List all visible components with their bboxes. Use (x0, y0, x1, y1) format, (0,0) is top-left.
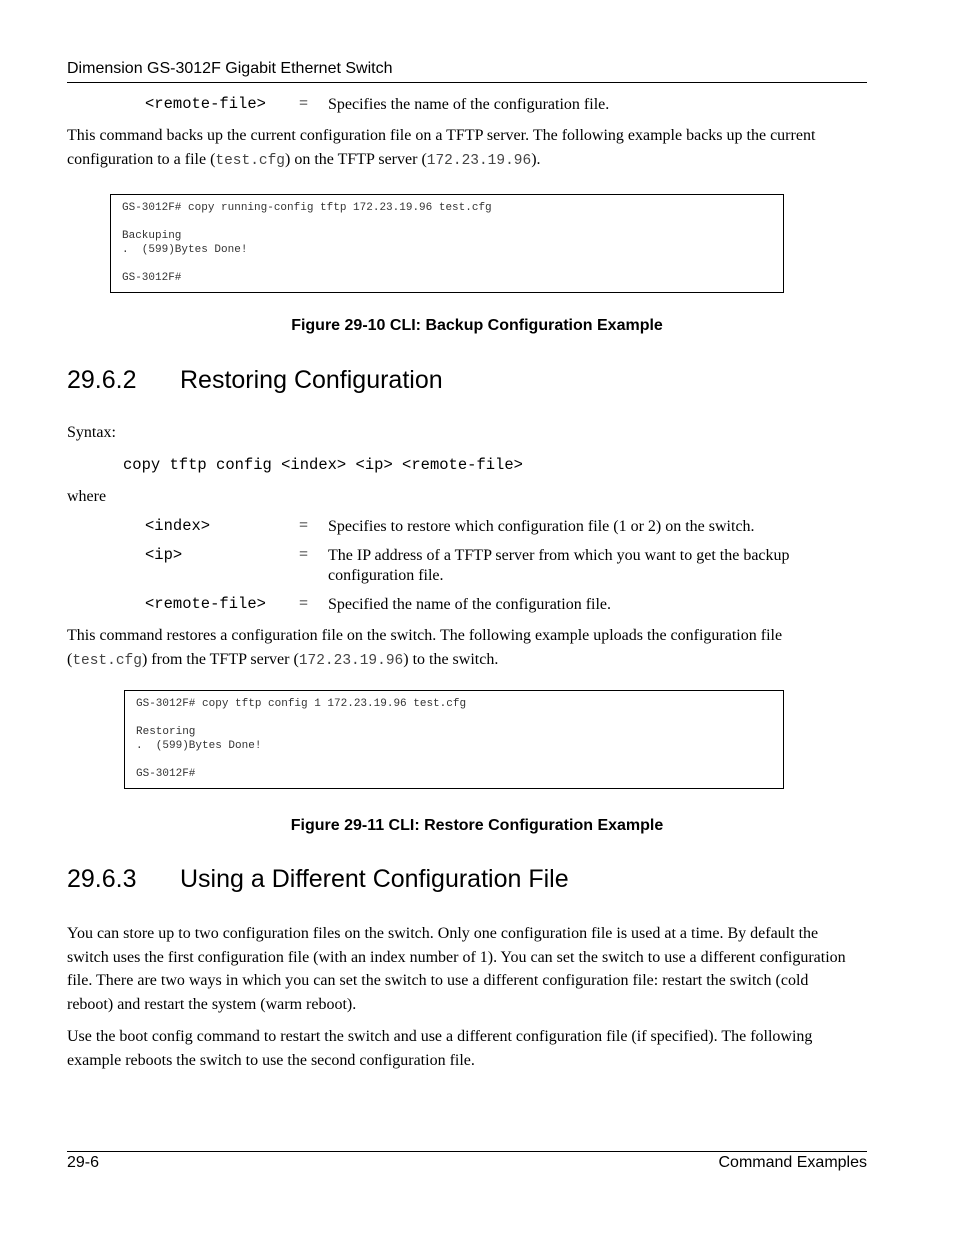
restore-intro-text-1: This command restores a configuration file on the switch. The following example uploads the configuration file ( (67, 627, 783, 668)
param-equals: = (299, 517, 309, 534)
figure-caption-restore: Figure 29-11 CLI: Restore Configuration Example (290, 817, 664, 834)
figure-caption-backup: Figure 29-10 CLI: Backup Configuration Example (291, 317, 663, 334)
chapter-title: Command Examples (718, 1154, 867, 1171)
syntax-command: copy tftp config <index> <ip> <remote-file> (123, 456, 523, 474)
backup-ip-code: 172.23.19.96 (426, 152, 532, 169)
param-equals: = (299, 95, 309, 112)
cli-line (122, 257, 773, 271)
cli-line (136, 711, 773, 725)
where-label: where (67, 488, 107, 505)
restore-cli-example (124, 690, 784, 789)
restore-filename-code: test.cfg (72, 652, 142, 669)
backup-intro-text-1: This command backs up the current configuration file on a TFTP server. The following example backs up the current configuration to a file ( (67, 127, 816, 168)
section-title: Using a Different Configuration File (180, 865, 569, 893)
cli-line: GS-3012F# copy tftp config 1 172.23.19.96 test.cfg (136, 698, 467, 710)
param-name-remote-file: <remote-file> (145, 95, 266, 113)
cli-line (122, 215, 773, 229)
cli-line: GS-3012F# (122, 272, 182, 284)
cli-line: Restoring (136, 726, 196, 738)
section-number: 29.6.2 (67, 366, 137, 394)
param-equals: = (299, 595, 309, 612)
backup-filename-code: test.cfg (215, 152, 286, 169)
backup-intro-text-2: ) on the TFTP server ( (285, 150, 427, 168)
cli-line: GS-3012F# (136, 768, 196, 780)
restore-ip-code: 172.23.19.96 (298, 652, 404, 669)
section-title: Restoring Configuration (180, 366, 443, 394)
header-rule (67, 82, 867, 83)
running-header-title: Dimension GS-3012F Gigabit Ethernet Switch (67, 60, 393, 77)
restore-intro-text-2: ) from the TFTP server ( (141, 650, 299, 668)
cli-line: GS-3012F# copy running-config tftp 172.23.19.96 test.cfg (122, 202, 492, 214)
body-paragraph: Use the boot config command to restart the switch and use a different configuration file (if specified). The following example reboots the switch to use the second configuration file. (67, 1028, 813, 1069)
footer-rule (67, 1151, 867, 1152)
body-paragraph: You can store up to two configuration files on the switch. Only one configuration file is used at a time. By default the switch uses the first configuration file (with an index number of 1). You can set the switch to use a different configuration file. There are two ways in which you can set the switch to use a different configuration file: restart the switch (cold reboot) and restart the system (warm reboot). (67, 925, 846, 1013)
cli-line: . (599)Bytes Done! (136, 740, 262, 752)
cli-line (136, 753, 773, 767)
page-number: 29-6 (67, 1154, 100, 1171)
syntax-label: Syntax: (67, 424, 116, 441)
restore-intro-text-3: ) to the switch. (403, 650, 499, 668)
param-name-index: <index> (145, 517, 211, 535)
section-number: 29.6.3 (67, 865, 137, 893)
backup-intro-paragraph (67, 124, 857, 173)
param-equals: = (299, 546, 309, 563)
param-description: Specifies the name of the configuration file. (328, 96, 610, 113)
param-description: Specified the name of the configuration file. (328, 596, 612, 613)
restore-intro-paragraph (67, 624, 857, 673)
backup-cli-example (110, 194, 784, 293)
param-name-remote-file: <remote-file> (145, 595, 266, 613)
param-description: Specifies to restore which configuration file (1 or 2) on the switch. (328, 518, 755, 535)
cli-line: . (599)Bytes Done! (122, 244, 248, 256)
backup-intro-text-3: ). (531, 150, 541, 168)
cli-line: Backuping (122, 230, 182, 242)
param-name-ip: <ip> (145, 546, 183, 564)
param-description: The IP address of a TFTP server from which you want to get the backup configuration file. (328, 547, 790, 584)
